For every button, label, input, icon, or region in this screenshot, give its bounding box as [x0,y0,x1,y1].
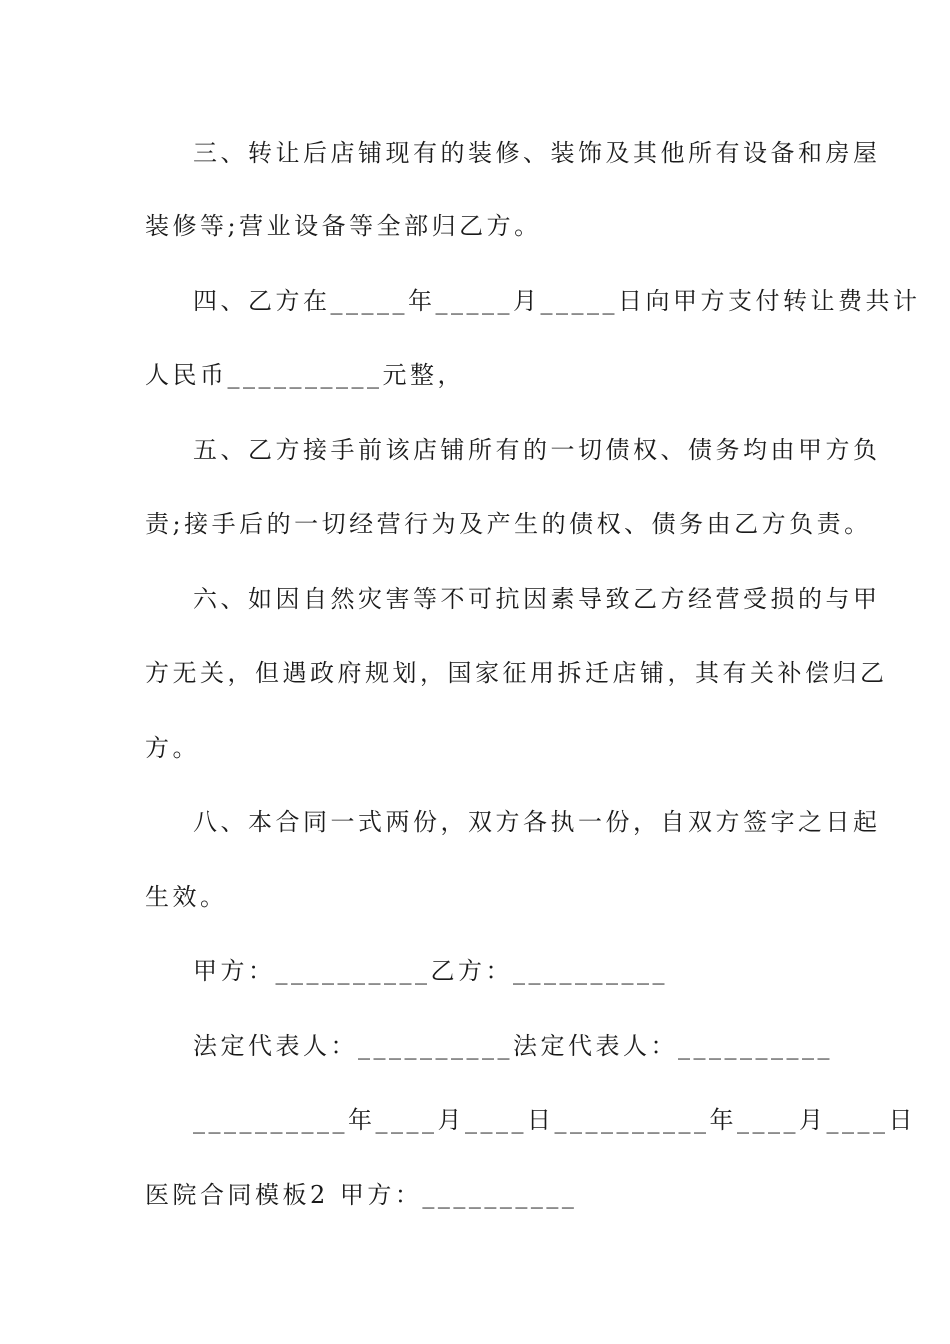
clause-5-line-2: 责;接手后的一切经营行为及产生的债权、债务由乙方负责。 [145,510,872,538]
signature-dates: __________年____月____日__________年____月____日 [193,1106,916,1134]
clause-4-line-1: 四、乙方在_____年_____月_____日向甲方支付转让费共计 [193,287,921,315]
clause-3-line-1: 三、转让后店铺现有的装修、装饰及其他所有设备和房屋 [193,139,881,167]
clause-5-line-1: 五、乙方接手前该店铺所有的一切债权、债务均由甲方负 [193,436,881,464]
clause-8-line-2: 生效。 [145,883,228,911]
clause-8-line-1: 八、本合同一式两份，双方各执一份，自双方签字之日起 [193,808,881,836]
clause-4-line-2: 人民币__________元整， [145,361,465,389]
clause-3-line-2: 装修等;营业设备等全部归乙方。 [145,212,542,240]
clause-6-line-3: 方。 [145,734,200,762]
clause-6-line-1: 六、如因自然灾害等不可抗因素导致乙方经营受损的与甲 [193,585,881,613]
signature-representatives: 法定代表人：__________法定代表人：__________ [193,1032,833,1060]
next-template-heading: 医院合同模板2 甲方：__________ [145,1181,578,1209]
clause-6-line-2: 方无关，但遇政府规划，国家征用拆迁店铺，其有关补偿归乙 [145,659,888,687]
signature-parties: 甲方：__________乙方：__________ [193,957,668,985]
